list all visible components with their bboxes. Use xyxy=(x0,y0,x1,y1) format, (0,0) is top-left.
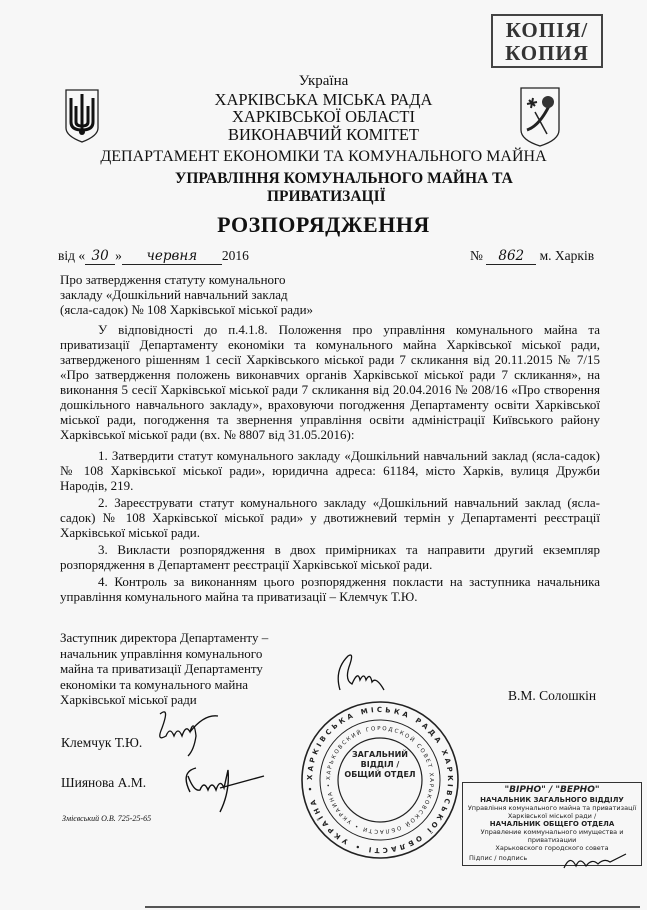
verified-stamp-line: НАЧАЛЬНИК ЗАГАЛЬНОГО ВІДДІЛУ xyxy=(480,796,624,804)
signatory-name: В.М. Солошкін xyxy=(508,688,597,703)
document-body xyxy=(60,322,600,604)
date-year: 2016 xyxy=(221,248,249,263)
position-line: Харківської міської ради xyxy=(60,692,197,707)
subject-line: Про затвердження статуту комунального xyxy=(60,272,286,287)
number-prefix: № xyxy=(470,248,483,263)
approval-shyianova-signature xyxy=(160,762,270,817)
document-subject xyxy=(60,272,313,317)
verified-stamp-line: НАЧАЛЬНИК ОБЩЕГО ОТДЕЛА xyxy=(489,820,615,828)
verified-stamp-line: Харківської міської ради / xyxy=(507,812,597,820)
subject-line: закладу «Дошкільний навчальний заклад xyxy=(60,287,288,302)
order-item-4: 4. Контроль за виконанням цього розпорядження покласти на заступника начальника управління комунального майна та приватизації – Клемчук Т.Ю. xyxy=(60,574,600,604)
date-day: 30 xyxy=(85,248,115,265)
seal-center-line1: ЗАГАЛЬНИЙ xyxy=(352,750,408,759)
signatory-signature xyxy=(330,650,390,698)
header-council: ХАРКІВСЬКА МІСЬКА РАДА xyxy=(214,89,433,109)
document-date xyxy=(58,248,249,265)
approval-klemchuk-signature xyxy=(148,706,223,761)
header-management xyxy=(175,170,513,206)
verified-stamp-line: Управление коммунального имущества и приватизации xyxy=(480,828,624,844)
header-department: ДЕПАРТАМЕНТ ЕКОНОМІКИ ТА КОМУНАЛЬНОГО МАЙНА xyxy=(100,148,547,165)
order-item-2: 2. Зареєструвати статут комунального закладу «Дошкільний навчальний заклад (ясла-садок) № 108 Харківської міської ради» у двотижневий термін у Департаменті реєстрації Харківської міської ради. xyxy=(60,495,600,540)
executor-info: Змієвський О.В. 725-25-65 xyxy=(62,814,152,823)
header-region: ХАРКІВСЬКОЇ ОБЛАСТІ xyxy=(232,107,415,126)
document-number xyxy=(470,248,594,265)
signatory-position xyxy=(60,630,268,708)
letterhead xyxy=(130,73,517,143)
date-mid: » xyxy=(115,248,122,263)
preamble: У відповідності до п.4.1.8. Положення про управління комунального майна та приватизації Департаменту економіки та комунального майна Харківської міської ради, затвердженого рішенням 1 сесії Харківського міської ради 7 скликання від 20.11.2015 № 7/15 «Про затвердження положень виконавчих органів Харківської міської ради 7 скликання», на виконання 5 сесії Харківської міської ради 7 скликання від 20.04.2016 № 208/16 «Про створення дошкільного навчального закладу», враховуючи погодження Департаменту освіти Харківської міської ради, погодження та звернення управління освіти адміністрації Київського району Харківської міської ради (вх. № 8807 від 31.05.2016): xyxy=(60,322,600,442)
copy-stamp-line1: КОПІЯ/ xyxy=(505,18,589,42)
seal-outer-text: ХАРКІВСЬКА МІСЬКА РАДА ХАРКІВСЬКОЇ ОБЛАСТІ • УКРАЇНА • xyxy=(305,705,455,855)
approval-shyianova: Шиянова А.М. xyxy=(61,775,147,790)
header-management-line2: ПРИВАТИЗАЦІЇ xyxy=(267,188,386,205)
verified-stamp-title: "ВІРНО" / "ВЕРНО" xyxy=(504,785,600,795)
position-line: Заступник директора Департаменту – xyxy=(60,630,269,645)
verified-stamp-line: Управління комунального майна та приватизації xyxy=(467,804,637,812)
number-value: 862 xyxy=(486,248,536,265)
verified-stamp-signature-label: Підпис / подпись xyxy=(469,854,528,862)
seal-center-line2: ВІДДІЛ / xyxy=(360,760,400,769)
document-city: м. Харків xyxy=(539,248,595,263)
svg-text:ХАРЬКОВСКИЙ ГОРОДСКОЙ СОВЕТ ХА xyxy=(326,726,434,834)
seal-center-line3: ОБЩИЙ ОТДЕЛ xyxy=(344,770,416,779)
position-line: майна та приватизації Департаменту xyxy=(60,661,263,676)
date-prefix: від « xyxy=(58,248,86,263)
kharkiv-coat-of-arms-icon xyxy=(519,86,561,148)
copy-stamp xyxy=(491,14,603,68)
date-month: червня xyxy=(122,248,222,265)
position-line: економіки та комунального майна xyxy=(60,676,249,692)
seal-inner-text: ХАРЬКОВСКИЙ ГОРОДСКОЙ СОВЕТ ХАРЬКОВСКОЙ ОБЛАСТИ • УКРАИНА • xyxy=(325,725,435,835)
page-bottom-edge xyxy=(145,906,640,908)
verified-stamp-line: Харьковского городского совета xyxy=(495,844,609,852)
order-item-1: 1. Затвердити статут комунального закладу «Дошкільний навчальний заклад (ясла-садок) № 108 Харківської міської ради», юридична адреса: 61184, місто Харків, вулиця Дружби Народів, 219. xyxy=(60,448,600,493)
ukraine-coat-of-arms-icon xyxy=(64,88,100,144)
order-item-3: 3. Викласти розпорядження в двох примірниках та направити другий екземпляр розпорядження в Департамент реєстрації Харківської міської ради. xyxy=(60,542,600,572)
copy-stamp-line2: КОПИЯ xyxy=(505,41,589,65)
header-country: Україна xyxy=(298,73,349,89)
header-management-line1: УПРАВЛІННЯ КОМУНАЛЬНОГО МАЙНА ТА xyxy=(175,170,513,187)
verified-stamp xyxy=(462,782,642,866)
round-seal-stamp xyxy=(300,700,460,860)
subject-line: (ясла-садок) № 108 Харківської міської ради» xyxy=(60,302,314,317)
header-committee: ВИКОНАВЧИЙ КОМІТЕТ xyxy=(227,124,420,144)
approval-klemchuk: Клемчук Т.Ю. xyxy=(61,735,143,750)
seal-center xyxy=(342,750,418,780)
document-title: РОЗПОРЯДЖЕННЯ xyxy=(217,212,430,237)
position-line: начальник управління комунального xyxy=(60,645,263,661)
